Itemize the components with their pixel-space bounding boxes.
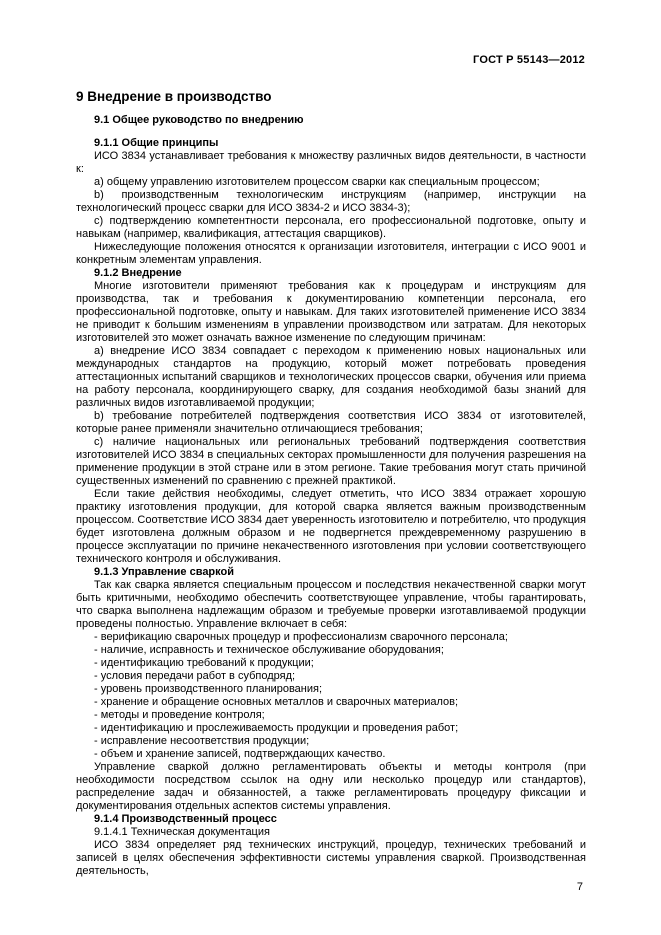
paragraph: Управление сваркой должно регламентировать объекты и методы контроля (при необходимости посредством ссылок на одну или несколько процедур или стандартов), распределение задач и обязанностей, а также регламентировать процедуру фиксации и документирования отдельных аспектов системы управления. (76, 761, 586, 812)
paragraph: а) внедрение ИСО 3834 совпадает с переходом к применению новых национальных или международных стандартов на продукцию, который может потребовать проведения аттестационных испытаний сварщиков и технологических процессов сварки, обучения или приема на работу персонала, координирующего сварку, для создания необходимой базы знаний для различных видов изготавливаемой продукции; (76, 345, 586, 409)
paragraph: 9.1.4.1 Техническая документация (94, 826, 270, 838)
clause-heading: 9.1.2 Внедрение (94, 267, 182, 279)
list-item: - исправление несоответствия продукции; (94, 735, 310, 747)
list-item: - хранение и обращение основных металлов и сварочных материалов; (94, 696, 459, 708)
clause-heading: 9.1.4 Производственный процесс (94, 813, 277, 825)
clause-heading: 9.1.1 Общие принципы (94, 137, 219, 149)
list-item: - наличие, исправность и техническое обслуживание оборудования; (94, 644, 444, 656)
paragraph: b) производственным технологическим инструкциям (например, инструкции на технологический процесс сварки для ИСО 3834-2 и ИСО 3834-3); (76, 189, 586, 214)
list-item: - идентификацию и прослеживаемость продукции и проведения работ; (94, 722, 459, 734)
document-header: ГОСТ Р 55143—2012 (473, 54, 585, 66)
paragraph: ИСО 3834 устанавливает требования к множеству различных видов деятельности, в частности к: (76, 150, 586, 175)
paragraph: Если такие действия необходимы, следует отметить, что ИСО 3834 отражает хорошую практику изготовления продукции, для которой сварка является важным производственным процессом. Соответствие ИСО 3834 дает уверенность изготовителю и потребителю, что продукция будет изготовлена должным образом и не подвергнется преждевременному разрушению в процессе эксплуатации по причине некачественного изготовления при условии соответствующего технического контроля и обслуживания. (76, 488, 586, 565)
list-item: - уровень производственного планирования; (94, 683, 323, 695)
list-item: - условия передачи работ в субподряд; (94, 670, 296, 682)
list-item: - методы и проведение контроля; (94, 709, 265, 721)
paragraph: b) требование потребителей подтверждения соответствия ИСО 3834 от изготовителей, которые ранее применяли значительно отличающиеся требования; (76, 410, 586, 435)
paragraph: с) подтверждению компетентности персонала, его профессиональной подготовке, опыту и навыкам (например, квалификация, аттестация сварщиков). (76, 215, 586, 240)
paragraph: Нижеследующие положения относятся к организации изготовителя, интеграции с ИСО 9001 и конкретным элементам управления. (76, 241, 586, 266)
page-number: 7 (576, 881, 583, 893)
list-item: - верификацию сварочных процедур и профессионализм сварочного персонала; (94, 631, 508, 643)
subsection-heading: 9.1 Общее руководство по внедрению (94, 114, 304, 126)
paragraph: Многие изготовители применяют требования как к процедурам и инструкциям для производства, так и требования к документированию компетенции персонала, его профессиональной подготовке, опыту и навыкам. Для таких изготовителей применение ИСО 3834 не приводит к большим изменениям в управлении производством или затратам. Для некоторых изготовителей это может означать важное изменение по следующим причинам: (76, 280, 586, 344)
clause-heading: 9.1.3 Управление сваркой (94, 566, 234, 578)
list-item: - объем и хранение записей, подтверждающих качество. (94, 748, 386, 760)
paragraph: ИСО 3834 определяет ряд технических инструкций, процедур, технических требований и записей в целях обеспечения эффективности системы управления сваркой. Производственная деятельность, (76, 839, 586, 877)
paragraph: с) наличие национальных или региональных требований подтверждения соответствия изготовителей ИСО 3834 в специальных секторах промышленности для получения разрешения на применение продукции в этой стране или в этом регионе. Такие требования могут стать причиной существенных изменений по сравнению с прежней практикой. (76, 436, 586, 487)
document-body (76, 90, 586, 878)
list-item: - идентификацию требований к продукции; (94, 657, 314, 669)
paragraph: а) общему управлению изготовителем процессом сварки как специальным процессом; (94, 176, 540, 188)
paragraph: Так как сварка является специальным процессом и последствия некачественной сварки могут быть критичными, необходимо обеспечить соответствующее управление, чтобы гарантировать, что сварка выполнена надлежащим образом и требуемые проверки изготавливаемой продукции проведены полностью. Управление включает в себя: (76, 579, 586, 630)
section-heading: 9 Внедрение в производство (76, 89, 272, 104)
